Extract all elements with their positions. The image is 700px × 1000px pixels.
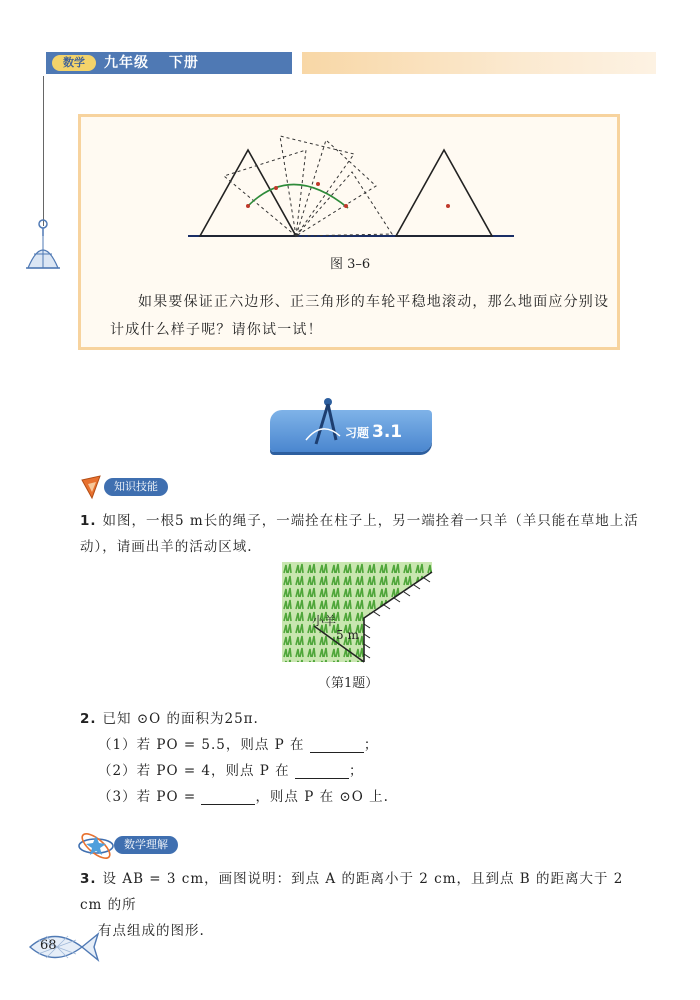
question-3-line-2: 有点组成的图形. [98,923,205,939]
question-2-intro: 已知 ⊙O 的面积为25π. [102,711,259,727]
sheep-label: 小羊 [312,614,337,628]
answer-blank-2[interactable] [295,764,349,779]
question-1-figure-grass [282,562,434,666]
question-2-part-2-end: ； [348,763,364,779]
question-1-caption: （第1题） [318,676,379,691]
fish-page-number-icon [24,922,104,972]
question-1-text: 如图，一根5 m长的绳子，一端拴在柱子上，另一端拴着一只羊（羊只能在草地上活动），请画出羊的活动区域. [80,513,639,555]
answer-blank-1[interactable] [310,738,364,753]
rope-length-label: 5 m [336,628,359,642]
margin-line [43,76,44,226]
question-3 [80,866,650,944]
subject-badge: 数学 [52,55,96,71]
exercise-banner-label [345,422,402,442]
page-number: 68 [40,938,57,953]
question-2-part-2 [98,758,363,784]
answer-blank-3[interactable] [201,790,255,805]
question-2-part-3-end: ，则点 P 在 ⊙O 上. [255,789,389,805]
question-2-part-2-text: （2）若 PO = 4，则点 P 在 [98,763,290,779]
question-3-line-1: 设 AB = 3 cm，画图说明：到点 A 的距离小于 2 cm，且到点 B 的距离大于 2 cm 的所 [80,871,624,913]
grade-label: 九年级 [104,55,149,71]
question-2-part-3 [98,784,389,810]
compass-icon [300,396,344,452]
question-2-part-1 [98,732,378,758]
question-1-number: 1. [80,513,97,529]
question-3-number: 3. [80,871,97,887]
pencil-section-icon [78,474,104,500]
section-math-understanding: 数学理解 [114,836,178,854]
exercise-label: 习题 [345,426,370,440]
section-knowledge-skills: 知识技能 [104,478,168,496]
header-title [104,53,213,73]
question-1 [80,508,640,560]
question-2-part-3-text: （3）若 PO = [98,789,197,805]
figure-3-6-rolling-triangles [180,126,520,242]
question-2-part-1-text: （1）若 PO = 5.5，则点 P 在 [98,737,305,753]
header-gradient-band [302,52,656,74]
exercise-number: 3.1 [372,422,403,442]
activity-paragraph: 如果要保证正六边形、正三角形的车轮平稳地滚动，那么地面应分别设计成什么样子呢？请你试一试！ [110,294,610,338]
question-2 [80,706,259,732]
volume-label: 下册 [168,55,199,71]
atom-section-icon [76,832,116,860]
figure-caption: 图 3–6 [330,257,371,272]
question-2-part-1-end: ； [363,737,379,753]
compass-decoration-icon [22,218,68,274]
question-2-number: 2. [80,711,97,727]
